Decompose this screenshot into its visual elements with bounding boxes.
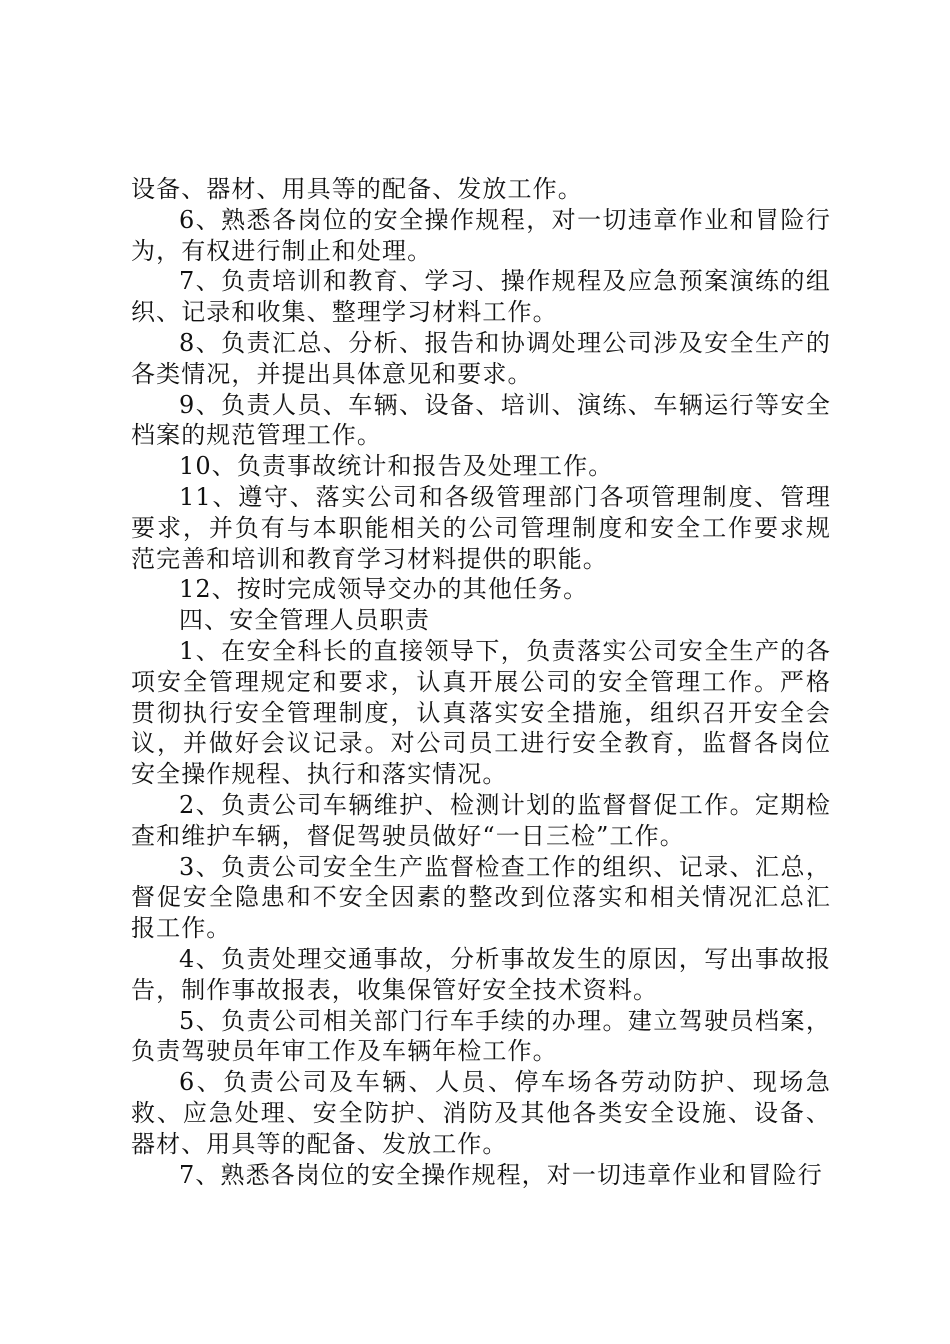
paragraph-14: 5、负责公司相关部门行车手续的办理。建立驾驶员档案，负责驾驶员年审工作及车辆年检工作。: [131, 1006, 831, 1066]
paragraph-8: 12、按时完成领导交办的其他任务。: [179, 575, 589, 604]
paragraph-7: 11、遵守、落实公司和各级管理部门各项管理制度、管理要求，并负有与本职能相关的公司管理制度和安全工作要求规范完善和培训和教育学习材料提供的职能。: [131, 482, 831, 573]
paragraph-2: 6、熟悉各岗位的安全操作规程，对一切违章作业和冒险行为，有权进行制止和处理。: [131, 205, 831, 265]
paragraph-6: 10、负责事故统计和报告及处理工作。: [179, 452, 614, 481]
document-body: [131, 174, 831, 1190]
paragraph-3: 7、负责培训和教育、学习、操作规程及应急预案演练的组织、记录和收集、整理学习材料工作。: [131, 267, 831, 327]
paragraph-16: 7、熟悉各岗位的安全操作规程，对一切违章作业和冒险行: [179, 1160, 823, 1189]
paragraph-4: 8、负责汇总、分析、报告和协调处理公司涉及安全生产的各类情况，并提出具体意见和要求。: [131, 328, 831, 388]
paragraph-10: 1、在安全科长的直接领导下，负责落实公司安全生产的各项安全管理规定和要求，认真开展公司的安全管理工作。严格贯彻执行安全管理制度，认真落实安全措施，组织召开安全会议，并做好会议记录。对公司员工进行安全教育，监督各岗位安全操作规程、执行和落实情况。: [131, 636, 831, 789]
paragraph-15: 6、负责公司及车辆、人员、停车场各劳动防护、现场急救、应急处理、安全防护、消防及其他各类安全设施、设备、器材、用具等的配备、发放工作。: [131, 1068, 831, 1158]
paragraph-13: 4、负责处理交通事故，分析事故发生的原因，写出事故报告，制作事故报表，收集保管好安全技术资料。: [131, 944, 831, 1004]
paragraph-11: 2、负责公司车辆维护、检测计划的监督督促工作。定期检查和维护车辆，督促驾驶员做好“一日三检”工作。: [131, 790, 831, 850]
paragraph-12: 3、负责公司安全生产监督检查工作的组织、记录、汇总，督促安全隐患和不安全因素的整改到位落实和相关情况汇总汇报工作。: [131, 852, 831, 943]
paragraph-1: 设备、器材、用具等的配备、发放工作。: [131, 175, 583, 203]
section-heading: 四、安全管理人员职责: [179, 606, 430, 635]
paragraph-5: 9、负责人员、车辆、设备、培训、演练、车辆运行等安全档案的规范管理工作。: [131, 390, 831, 450]
